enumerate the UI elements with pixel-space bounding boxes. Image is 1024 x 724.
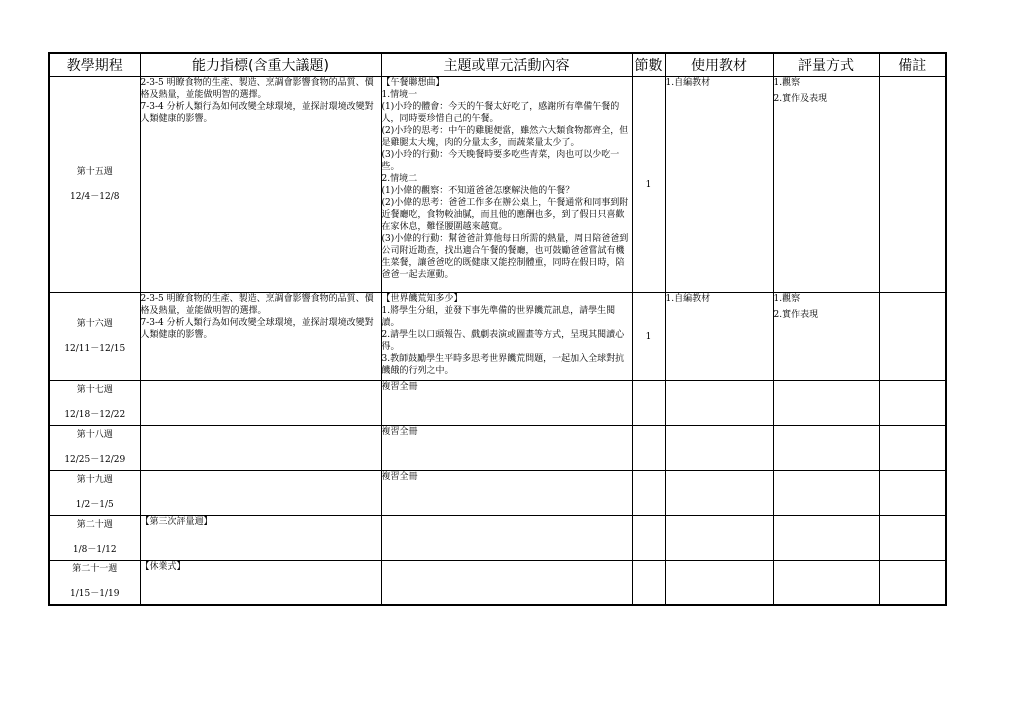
evaluation-cell (773, 293, 879, 381)
indicator-cell (140, 561, 381, 605)
notes-cell (879, 471, 946, 516)
sessions-cell: 1 (632, 293, 665, 381)
indicator-cell (140, 77, 381, 293)
table-row (49, 293, 946, 381)
content-cell (381, 471, 632, 516)
content-cell (381, 516, 632, 561)
week-cell (49, 471, 140, 516)
evaluation-cell (773, 516, 879, 561)
evaluation-item: 1.觀察 (773, 78, 801, 88)
content-line: 2.請學生以口頭報告、戲劇表演或圖畫等方式，呈現其閱讀心得。 (381, 330, 625, 352)
week-label: 第十七週 (76, 385, 113, 395)
week-label: 第十八週 (76, 430, 113, 440)
week-label: 第十六週 (76, 318, 113, 329)
content-cell (381, 381, 632, 426)
indicator-text: 【第三次評量週】 (140, 517, 213, 527)
indicator-text: 7-3-4 分析人類行為如何改變全球環境，並探討環境改變對人類健康的影響。 (140, 102, 374, 124)
content-cell (381, 293, 632, 381)
content-line: 複習全冊 (381, 382, 418, 392)
content-line: (2)小玲的思考：中午的雞腿便當，雖然六大類食物都齊全，但是雞腿太大塊，肉的分量太多，而蔬菜量太少了。 (381, 126, 629, 148)
header-notes: 備註 (879, 53, 946, 77)
content-cell (381, 561, 632, 605)
content-line: (3)小玲的行動：今天晚餐時要多吃些青菜，肉也可以少吃一些。 (381, 150, 620, 172)
table-row (49, 381, 946, 426)
week-label: 第二十一週 (72, 564, 118, 575)
material-cell (665, 516, 773, 561)
week-date: 12/11－12/15 (64, 343, 126, 354)
week-date: 1/15－1/19 (70, 589, 120, 600)
table-row (49, 516, 946, 561)
sessions-cell (632, 516, 665, 561)
evaluation-item: 2.實作及表現 (773, 94, 828, 104)
week-label: 第二十週 (76, 520, 113, 530)
material-cell (665, 77, 773, 293)
indicator-text: 【休業式】 (140, 562, 186, 572)
content-line: 複習全冊 (381, 472, 418, 482)
sessions-cell (632, 381, 665, 426)
indicator-cell (140, 381, 381, 426)
header-materials: 使用教材 (665, 53, 773, 77)
lesson-plan-table (48, 52, 947, 606)
indicator-text: 2-3-5 明瞭食物的生產、製造、烹調會影響食物的品質、價格及熱量，並能做明智的選擇。 (140, 78, 374, 100)
sessions-cell (632, 561, 665, 605)
evaluation-cell (773, 471, 879, 516)
table-row (49, 471, 946, 516)
evaluation-cell (773, 381, 879, 426)
content-line: 1.將學生分組，並發下事先準備的世界饑荒訊息，請學生閱讀。 (381, 306, 616, 328)
material-text: 1.自編教材 (665, 294, 711, 304)
material-text: 1.自編教材 (665, 78, 711, 88)
notes-cell (879, 516, 946, 561)
content-line: (1)小玲的體會：今天的午餐太好吃了，感謝所有準備午餐的人，同時要珍惜自己的午餐。 (381, 102, 620, 124)
content-line: 1.情境一 (381, 90, 418, 100)
header-indicators: 能力指標(含重大議題) (140, 53, 381, 77)
indicator-text: 7-3-4 分析人類行為如何改變全球環境，並探討環境改變對人類健康的影響。 (140, 318, 374, 340)
header-sessions: 節數 (632, 53, 665, 77)
content-line: 【世界饑荒知多少】 (381, 294, 463, 304)
content-line: 3.教師鼓勵學生平時多思考世界饑荒問題，一起加入全球對抗饑餓的行列之中。 (381, 354, 625, 376)
content-line: (2)小偉的思考：爸爸工作多在辦公桌上，午餐通常和同事到附近餐廳吃，食物較油膩，而且他的應酬也多，到了假日只喜歡在家休息，難怪腰圍越來越寬。 (381, 198, 629, 232)
week-date: 1/8－1/12 (72, 545, 117, 555)
sessions-cell: 1 (632, 77, 665, 293)
indicator-cell (140, 516, 381, 561)
material-cell (665, 293, 773, 381)
content-cell (381, 426, 632, 471)
indicator-cell (140, 471, 381, 516)
table-row (49, 561, 946, 605)
content-line: 【午餐聯想曲】 (381, 78, 445, 88)
week-cell (49, 426, 140, 471)
week-cell (49, 77, 140, 293)
week-cell (49, 381, 140, 426)
material-cell (665, 426, 773, 471)
header-evaluation: 評量方式 (773, 53, 879, 77)
notes-cell (879, 426, 946, 471)
evaluation-cell (773, 561, 879, 605)
week-label: 第十九週 (76, 475, 113, 485)
week-cell (49, 293, 140, 381)
header-schedule: 教學期程 (49, 53, 140, 77)
sessions-cell (632, 471, 665, 516)
sessions-cell (632, 426, 665, 471)
week-date: 1/2－1/5 (75, 500, 114, 510)
week-cell (49, 561, 140, 605)
content-line: (3)小偉的行動：幫爸爸計算他每日所需的熱量，周日陪爸爸到公司附近勘查，找出適合午餐的餐廳，也可鼓勵爸爸嘗試有機生菜餐，讓爸爸吃的既健康又能控制體重，同時在假日時，陪爸爸一起去運動。 (381, 234, 629, 280)
content-line: 2.情境二 (381, 174, 418, 184)
material-cell (665, 561, 773, 605)
notes-cell (879, 77, 946, 293)
week-date: 12/25－12/29 (64, 455, 126, 465)
notes-cell (879, 293, 946, 381)
header-content: 主題或單元活動內容 (381, 53, 632, 77)
week-label: 第十五週 (76, 166, 113, 177)
indicator-cell (140, 426, 381, 471)
material-cell (665, 471, 773, 516)
header-row (49, 53, 946, 77)
table-row (49, 77, 946, 293)
content-cell (381, 77, 632, 293)
content-line: 複習全冊 (381, 427, 418, 437)
material-cell (665, 381, 773, 426)
notes-cell (879, 561, 946, 605)
week-date: 12/4－12/8 (70, 191, 120, 202)
evaluation-item: 2.實作表現 (773, 310, 819, 320)
week-cell (49, 516, 140, 561)
table-row (49, 426, 946, 471)
week-date: 12/18－12/22 (64, 410, 126, 420)
evaluation-cell (773, 77, 879, 293)
evaluation-item: 1.觀察 (773, 294, 801, 304)
indicator-text: 2-3-5 明瞭食物的生產、製造、烹調會影響食物的品質、價格及熱量，並能做明智的選擇。 (140, 294, 374, 316)
indicator-cell (140, 293, 381, 381)
notes-cell (879, 381, 946, 426)
content-line: (1)小偉的觀察：不知道爸爸怎麼解決他的午餐？ (381, 186, 575, 196)
evaluation-cell (773, 426, 879, 471)
